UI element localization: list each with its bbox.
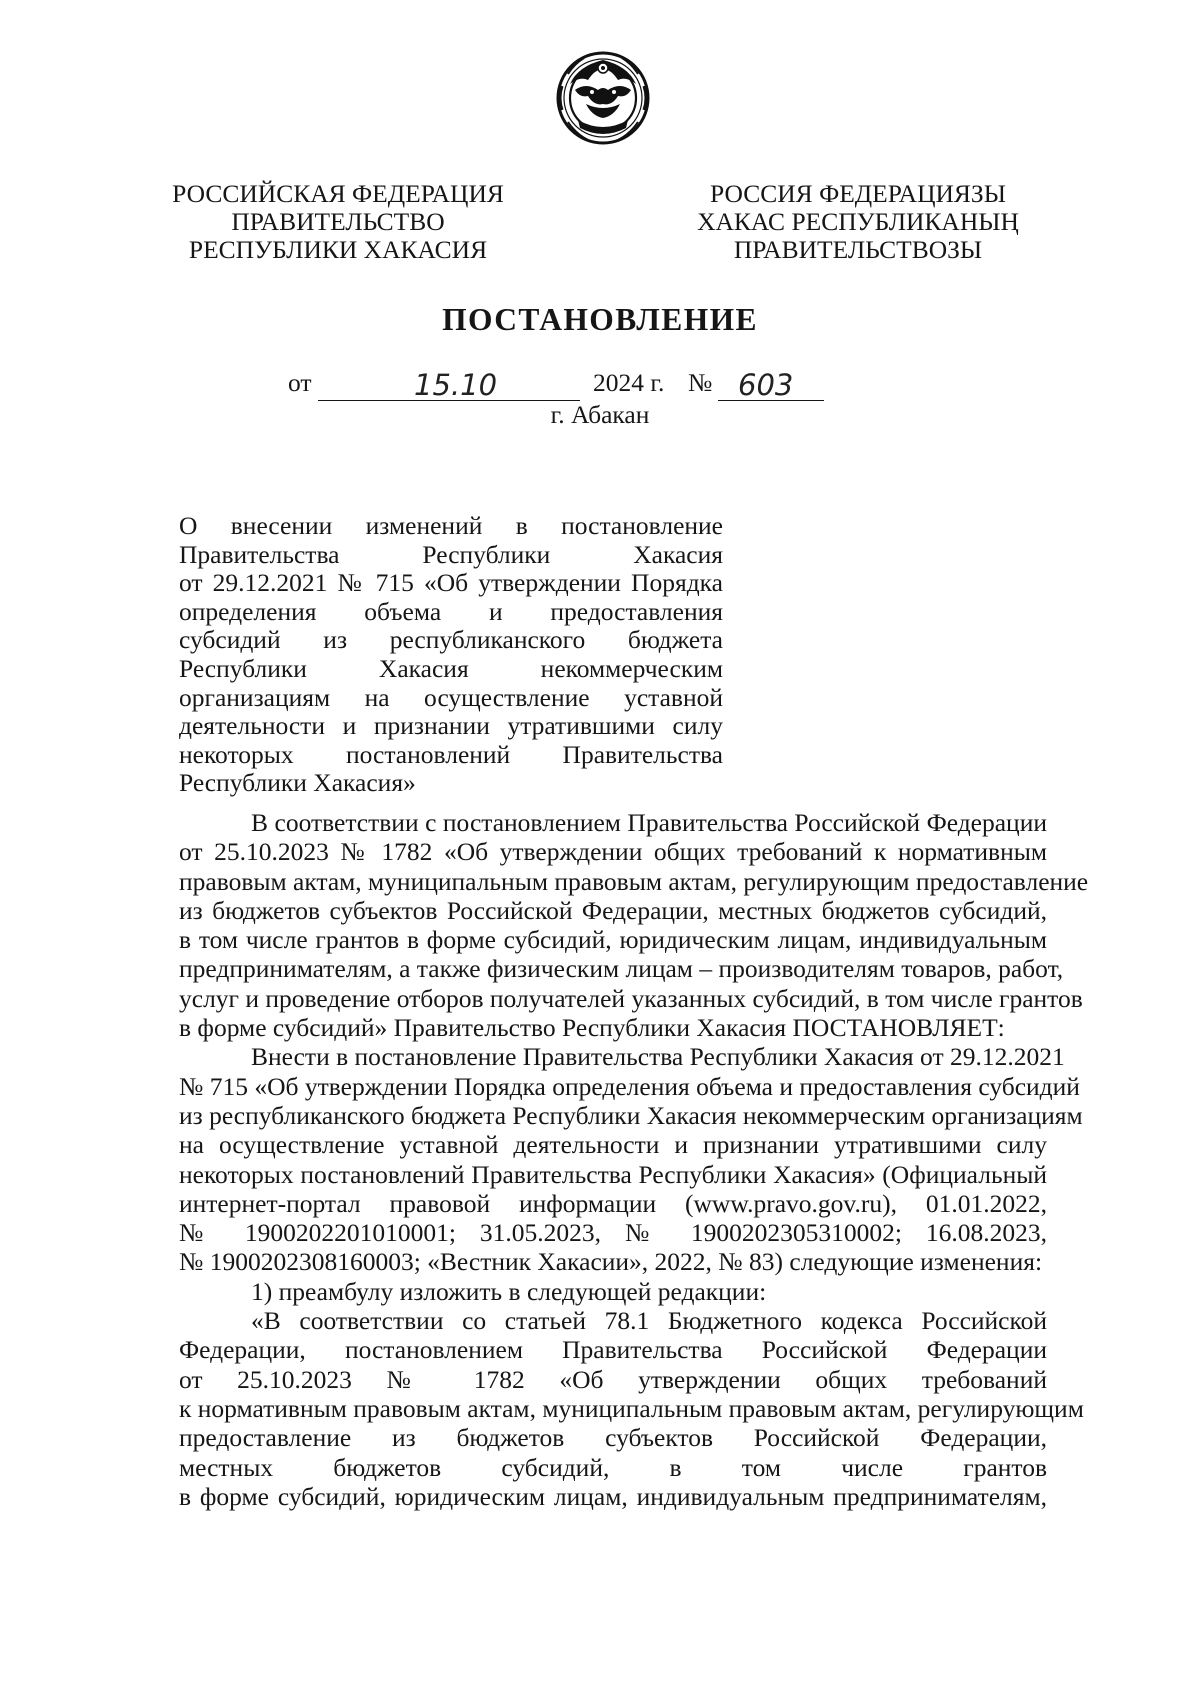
body-line: № 1900202308160003; «Вестник Хакасии», 2022, № 83) следующие изменения: [179, 1247, 1043, 1277]
body-line: услуг и проведение отборов получателей указанных субсидий, в том числе грантов [179, 983, 1083, 1013]
body-line: № 715 «Об утверждении Порядка определения объема и предоставления субсидий [179, 1071, 1080, 1101]
subject-line: Республики Хакасия» [179, 768, 416, 798]
number-label: № [688, 368, 713, 397]
subject-line: некоторых постановлений Правительства [179, 739, 723, 769]
body-line: предпринимателям, а также физическим лицам – производителям товаров, работ, [179, 954, 1064, 984]
header-left-line: ПРАВИТЕЛЬСТВО [231, 207, 445, 236]
body-line: В соответствии с постановлением Правительства Российской Федерации [251, 808, 1047, 837]
date-number-line [0, 368, 1200, 404]
subject-block [179, 512, 723, 798]
header-right-line: ПРАВИТЕЛЬСТВОЗЫ [733, 235, 983, 264]
year-label: 2024 г. [593, 368, 665, 397]
body-text [179, 808, 1089, 1511]
header-right-line: РОССИЯ ФЕДЕРАЦИЯЗЫ [710, 179, 1006, 208]
body-line: Федерации, постановлением Правительства Российской Федерации [179, 1335, 1047, 1365]
handwritten-date: 15.10 [414, 368, 498, 402]
body-line: предоставление из бюджетов субъектов Российской Федерации, [179, 1423, 1047, 1453]
body-line: № 1900202201010001; 31.05.2023, № 1900202305310002; 16.08.2023, [179, 1218, 1047, 1248]
date-underline [318, 368, 580, 401]
body-line: в форме субсидий, юридическим лицам, индивидуальным предпринимателям, [179, 1481, 1047, 1511]
body-line: интернет-портал правовой информации (www.pravo.gov.ru), 01.01.2022, [179, 1188, 1047, 1218]
body-line: «В соответствии со статьей 78.1 Бюджетного кодекса Российской [251, 1306, 1047, 1336]
body-line: некоторых постановлений Правительства Республики Хакасия» (Официальный [179, 1159, 1047, 1189]
body-line: 1) преамбулу изложить в следующей редакции: [251, 1276, 767, 1306]
coat-of-arms-emblem [548, 46, 658, 150]
body-line: из республиканского бюджета Республики Хакасия некоммерческим организациям [179, 1100, 1083, 1130]
body-line: Внести в постановление Правительства Республики Хакасия от 29.12.2021 [251, 1042, 1065, 1072]
subject-line: Правительства Республики Хакасия [179, 539, 723, 569]
subject-line: Республики Хакасия некоммерческим [179, 653, 723, 683]
body-line: из бюджетов субъектов Российской Федерации, местных бюджетов субсидий, [179, 895, 1047, 925]
number-underline [718, 368, 824, 401]
body-line: в том числе грантов в форме субсидий, юридическим лицам, индивидуальным [179, 925, 1047, 955]
subject-line: организациям на осуществление уставной [179, 682, 723, 712]
header-left [165, 180, 511, 264]
body-line: к нормативным правовым актам, муниципальным правовым актам, регулирующим [179, 1393, 1084, 1423]
header-right [688, 180, 1028, 264]
subject-line: определения объема и предоставления [179, 596, 723, 626]
subject-line: субсидий из республиканского бюджета [179, 625, 723, 655]
subject-line: от 29.12.2021 № 715 «Об утверждении Порядка [179, 568, 723, 598]
subject-line: О внесении изменений в постановление [179, 511, 723, 540]
handwritten-number: 603 [738, 368, 794, 402]
subject-line: деятельности и признании утратившими силу [179, 711, 723, 741]
header-left-line: РЕСПУБЛИКИ ХАКАСИЯ [188, 235, 488, 264]
document-type-title: ПОСТАНОВЛЕНИЕ [442, 302, 758, 337]
header-left-line: РОССИЙСКАЯ ФЕДЕРАЦИЯ [172, 179, 504, 208]
header-right-line: ХАКАС РЕСПУБЛИКАНЫҢ [697, 207, 1019, 236]
body-line: правовым актам, муниципальным правовым актам, регулирующим предоставление [179, 866, 1089, 896]
body-line: на осуществление уставной деятельности и признании утратившими силу [179, 1130, 1047, 1160]
body-line: в форме субсидий» Правительство Республики Хакасия ПОСТАНОВЛЯЕТ: [179, 1013, 1005, 1043]
city-label: г. Абакан [550, 400, 650, 429]
body-line: от 25.10.2023 № 1782 «Об утверждении общих требований [179, 1364, 1047, 1394]
body-line: от 25.10.2023 № 1782 «Об утверждении общих требований к нормативным [179, 837, 1047, 867]
date-from-label: от [288, 368, 312, 397]
body-line: местных бюджетов субсидий, в том числе грантов [179, 1452, 1047, 1482]
